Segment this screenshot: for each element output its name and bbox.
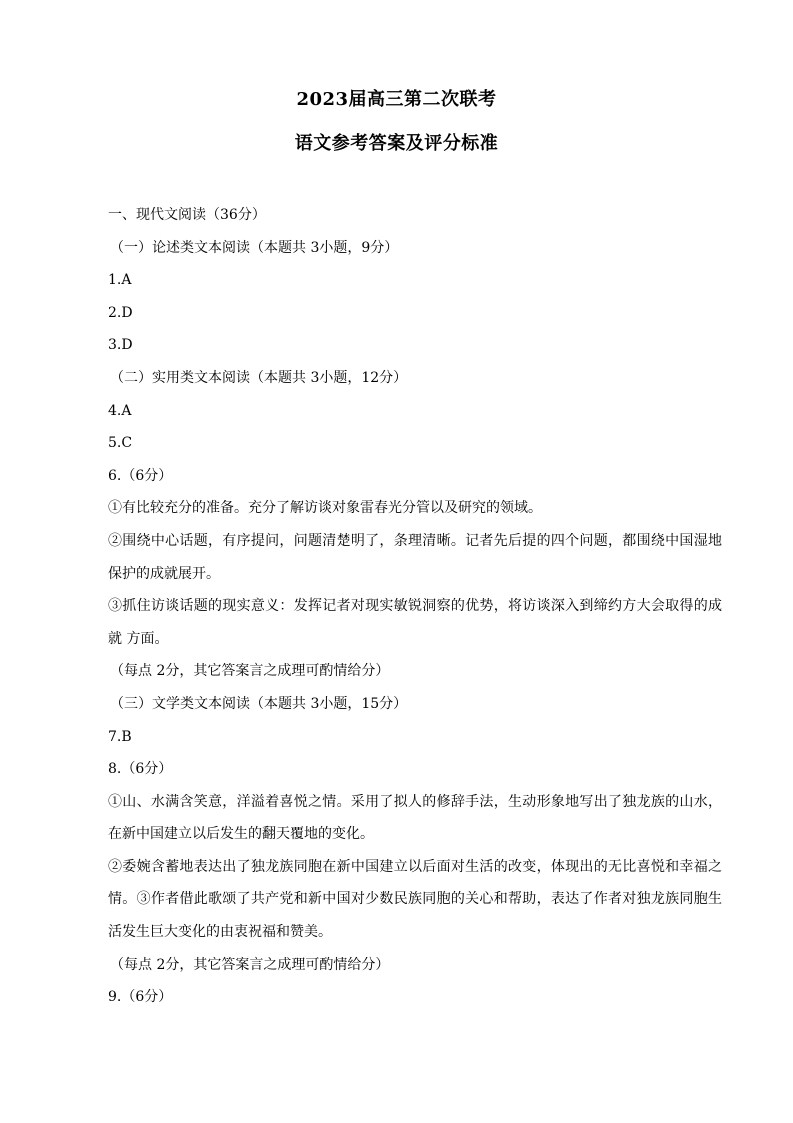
- answer-item-2: 2.D: [108, 304, 133, 321]
- document-title: 2023届高三第二次联考: [296, 89, 497, 110]
- answer-8-point-1: ①山、水满含笑意，洋溢着喜悦之情。采用了拟人的修辞手法，生动形象地写出了独龙族的山水，在新中国建立以后发生的翻天覆地的变化。: [108, 793, 722, 843]
- subsection-heading-literary: （三）文学类文本阅读（本题共 3小题，15分）: [110, 695, 408, 712]
- document-subtitle: 语文参考答案及评分标准: [294, 133, 499, 154]
- answer-6-point-1: ①有比较充分的准备。充分了解访谈对象雷春光分管以及研究的领域。: [108, 500, 542, 517]
- answer-item-9-heading: 9.（6分）: [108, 989, 173, 1006]
- subsection-heading-argumentative: （一）论述类文本阅读（本题共 3小题，9分）: [110, 239, 399, 256]
- answer-body: [108, 199, 722, 1014]
- answer-item-3: 3.D: [108, 337, 133, 354]
- answer-item-5: 5.C: [108, 435, 133, 452]
- answer-item-8-heading: 8.（6分）: [108, 761, 173, 778]
- answer-item-7: 7.B: [108, 728, 132, 745]
- section-heading-modern-reading: 一、现代文阅读（36分）: [108, 207, 266, 223]
- answer-8-point-2-3: ②委婉含蓄地表达出了独龙族同胞在新中国建立以后面对生活的改变，体现出的无比喜悦和幸福之 情。③作者借此歌颂了共产党和新中国对少数民族同胞的关心和帮助，表达了作者对独龙族同胞生活发生巨大变化的由衷祝福和赞美。: [108, 858, 722, 941]
- subsection-heading-practical: （二）实用类文本阅读（本题共 3小题，12分）: [110, 369, 408, 386]
- answer-6-point-2: ②围绕中心话题，有序提问，问题清楚明了，条理清晰。记者先后提的四个问题，都围绕中国湿地保护的成就展开。: [108, 532, 722, 582]
- scoring-note-8: （每点 2分，其它答案言之成理可酌情给分）: [110, 956, 390, 973]
- answer-6-point-3: ③抓住访谈话题的现实意义：发挥记者对现实敏锐洞察的优势，将访谈深入到缔约方大会取得的成就 方面。: [108, 598, 722, 647]
- answer-item-6-heading: 6.（6分）: [108, 467, 173, 484]
- scoring-note-6: （每点 2分，其它答案言之成理可酌情给分）: [110, 663, 390, 680]
- answer-item-4: 4.A: [108, 402, 132, 419]
- answer-item-1: 1.A: [108, 272, 132, 289]
